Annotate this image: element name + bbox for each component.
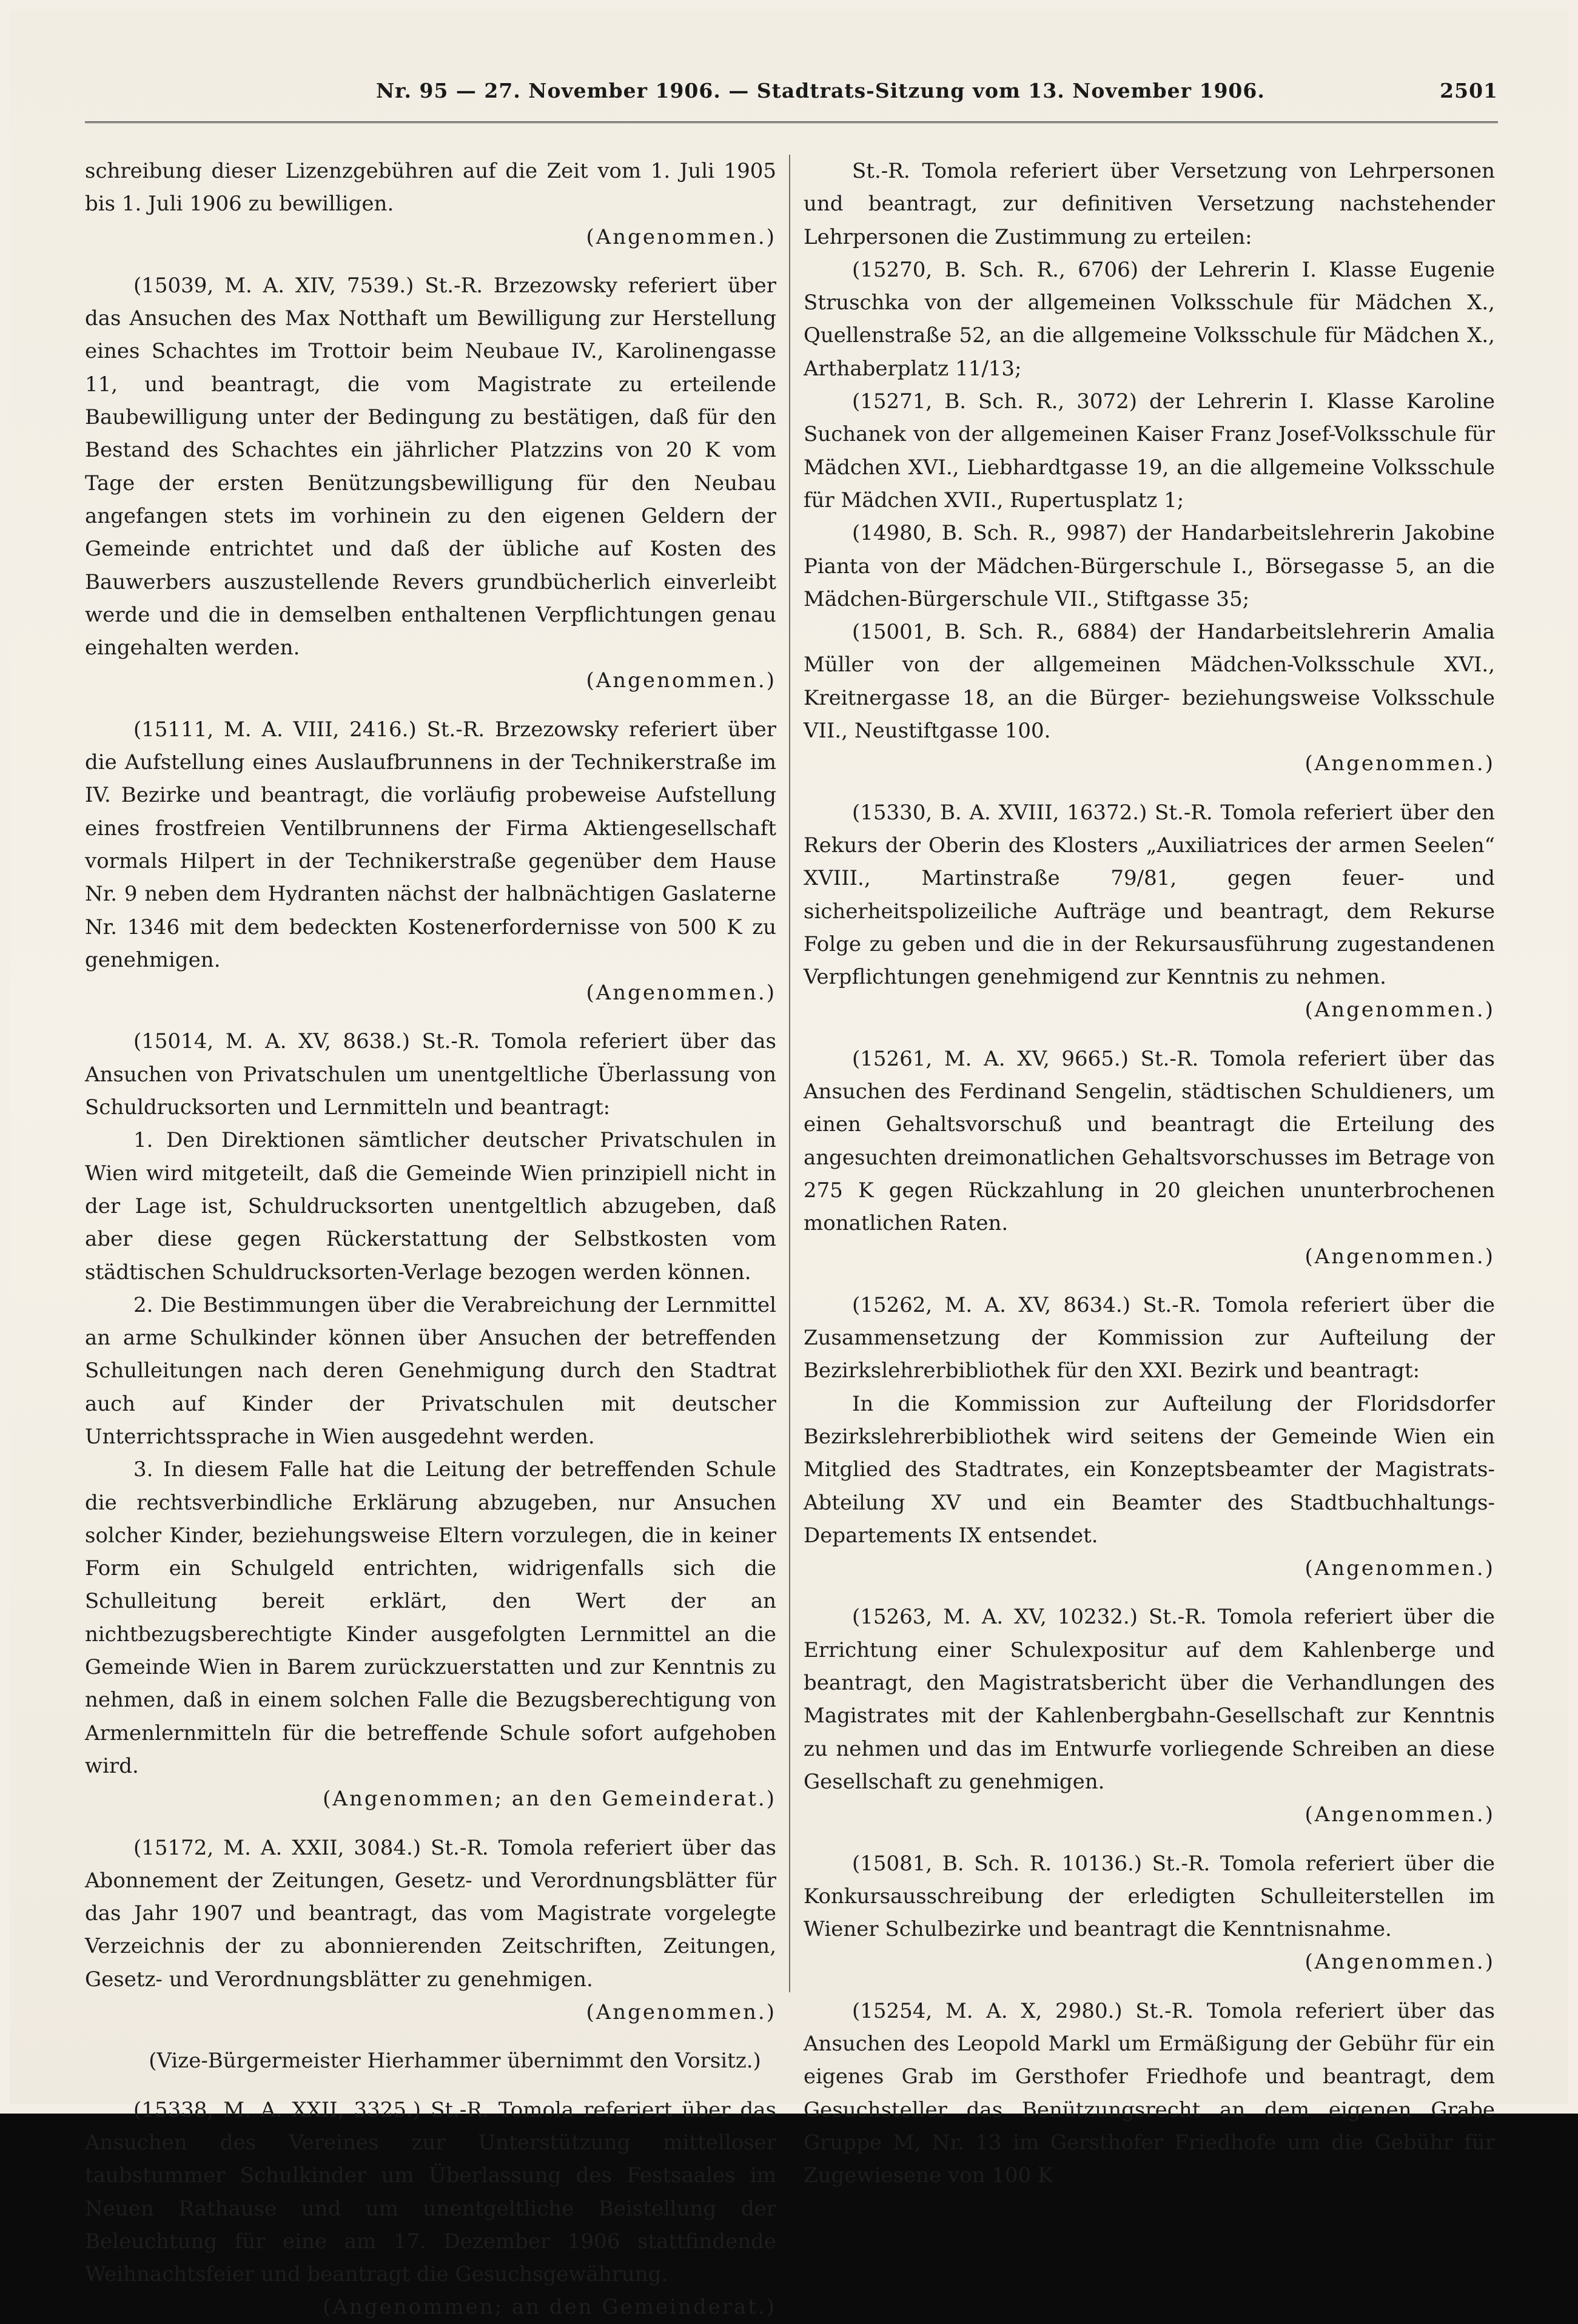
page-number: 2501 [1440,79,1498,102]
list-item: 2. Die Bestimmungen über die Verabreichung der Lernmittel an arme Schulkinder können über Ansuchen der betreffenden Schulleitungen nach deren Genehmigung durch den Stadtrat auch auf Kinder der Privatschulen mit deutscher Unterrichtssprache in Wien ausgedehnt werden. [85,1292,776,1449]
resolution-note: (Angenommen.) [586,981,776,1006]
resolution-note: (Angenommen.) [1304,1244,1495,1269]
resolution-note: (Angenommen.) [1304,751,1495,776]
list-item: (15001, B. Sch. R., 6884) der Handarbeitslehrerin Amalia Müller von der allgemeinen Mädchen-Volksschule XVI., Kreitnergasse 18, an die Bürger- beziehungsweise Volksschule VII., Neustiftgasse 100. [804,620,1495,744]
agenda-paragraph: (15262, M. A. XV, 8634.) St.-R. Tomola referiert über die Zusammensetzung der Kommission zur Aufteilung der Bezirkslehrerbibliothek für den XXI. Bezirk und beantragt: [804,1292,1495,1383]
agenda-paragraph: (15172, M. A. XXII, 3084.) St.-R. Tomola referiert über das Abonnement der Zeitungen, Gesetz- und Verordnungsblätter für das Jahr 1907 und beantragt, das vom Magistrate vorgelegte Verzeichnis der zu abonnierenden Zeitschriften, Zeitungen, Gesetz- und Verordnungsblätter zu genehmigen. [85,1835,776,1992]
resolution-note: (Angenommen.) [586,224,776,249]
agenda-paragraph: (15261, M. A. XV, 9665.) St.-R. Tomola referiert über das Ansuchen des Ferdinand Sengelin, städtischen Schuldieners, um einen Gehaltsvorschuß und beantragt die Erteilung des angesuchten dreimonatlichen Gehaltsvorschusses im Betrage von 275 K gegen Rückzahlung in 20 gleichen ununterbrochenen monatlichen Raten. [804,1046,1495,1236]
list-item: (14980, B. Sch. R., 9987) der Handarbeitslehrerin Jakobine Pianta von der Mädchen-Bürgerschule I., Börsegasse 5, an die Mädchen-Bürgerschule VII., Stiftgasse 35; [804,521,1495,611]
list-item: 3. In diesem Falle hat die Leitung der betreffenden Schule die rechtsverbindliche Erklärung abzugeben, nur Ansuchen solcher Kinder, beziehungsweise Eltern vorzulegen, die in keiner Form ein Schulgeld entrichten, widrigenfalls sich die Schulleitung bereit erklärt, den Wert der an nichtbezugsberechtigte Kinder ausgefolgten Lernmittel an die Gemeinde Wien in Barem zurückzuerstatten und zur Kenntnis zu nehmen, daß in einem solchen Falle die Bezugsberechtigung von Armenlernmitteln für die betreffende Schule sofort aufgehoben wird. [85,1457,776,1778]
resolution-note: (Angenommen.) [1304,998,1495,1023]
agenda-paragraph: (15039, M. A. XIV, 7539.) St.-R. Brzezowsky referiert über das Ansuchen des Max Notthaft um Bewilligung zur Herstellung eines Schachtes im Trottoir beim Neubaue IV., Karolinengasse 11, und beantragt, die vom Magistrate zu erteilende Baubewilligung unter der Bedingung zu bestätigen, daß für den Bestand des Schachtes ein jährlicher Platzzins von 20 K vom Tage der ersten Benützungsbewilligung für den Neubau angefangen stets im vorhinein zu den eigenen Geldern der Gemeinde entrichtet und daß der übliche auf Kosten des Bauwerbers auszustellende Revers grundbücherlich einverleibt werde und die in demselben enthaltenen Verpflichtungen genau eingehalten werden. [85,273,776,660]
resolution-note: (Angenommen.) [586,668,776,693]
list-item: In die Kommission zur Aufteilung der Floridsdorfer Bezirkslehrerbibliothek wird seitens der Gemeinde Wien ein Mitglied des Stadtrates, ein Konzeptsbeamter der Magistrats-Abteilung XV und ein Beamter des Stadtbuchhaltungs-Departements IX entsendet. [804,1391,1495,1548]
resolution-note: (Angenommen.) [586,2000,776,2025]
procedural-note: (Vize-Bürgermeister Hierhammer übernimmt den Vorsitz.) [149,2049,761,2074]
agenda-paragraph: (15081, B. Sch. R. 10136.) St.-R. Tomola referiert über die Konkursausschreibung der erledigten Schulleiterstellen im Wiener Schulbezirke und beantragt die Kenntnisnahme. [804,1851,1495,1942]
list-item: 1. Den Direktionen sämtlicher deutscher Privatschulen in Wien wird mitgeteilt, daß die Gemeinde Wien prinzipiell nicht in der Lage ist, Schuldrucksorten unentgeltlich abzugeben, daß aber diese gegen Rückerstattung der Selbstkosten vom städtischen Schuldrucksorten-Verlage bezogen werden können. [85,1128,776,1285]
agenda-paragraph: (15014, M. A. XV, 8638.) St.-R. Tomola referiert über das Ansuchen von Privatschulen um unentgeltliche Überlassung von Schuldrucksorten und Lernmitteln und beantragt: [85,1029,776,1120]
agenda-paragraph: (15254, M. A. X, 2980.) St.-R. Tomola referiert über das Ansuchen des Leopold Markl um Ermäßigung der Gebühr für ein eigenes Grab im Gersthofer Friedhofe und beantragt, dem Gesuchsteller das Benützungsrecht an dem eigenen Grabe Gruppe M, Nr. 13 im Gersthofer Friedhofe um die Gebühr für Zugewiesene von 100 K [804,1998,1495,2188]
resolution-note: (Angenommen; an den Gemeinderat.) [323,2295,776,2320]
agenda-paragraph: (15263, M. A. XV, 10232.) St.-R. Tomola referiert über die Errichtung einer Schulexpositur auf dem Kahlenberge und beantragt, den Magistratsbericht über die Verhandlungen des Magistrates mit der Kahlenbergbahn-Gesellschaft zur Kenntnis zu nehmen und das im Entwurfe vorliegende Schreiben an diese Gesellschaft zu genehmigen. [804,1605,1495,1794]
list-item: (15271, B. Sch. R., 3072) der Lehrerin I. Klasse Karoline Suchanek von der allgemeinen Kaiser Franz Josef-Volksschule für Mädchen XVI., Liebhardtgasse 19, an die allgemeine Volksschule für Mädchen XVII., Rupertusplatz 1; [804,389,1495,512]
left-column [85,155,776,2320]
agenda-paragraph: (15338, M. A. XXII, 3325.) St.-R. Tomola referiert über das Ansuchen des Vereines zur Unterstützung mittelloser taubstummer Schulkinder um Überlassung des Festsaales im Neuen Rathause und um unentgeltliche Beistellung der Beleuchtung für eine am 17. Dezember 1906 stattfindende Weihnachtsfeier und beantragt die Gesuchsgewährung. [85,2097,776,2287]
list-item: (15270, B. Sch. R., 6706) der Lehrerin I. Klasse Eugenie Struschka von der allgemeinen Volksschule für Mädchen X., Quellenstraße 52, an die allgemeine Volksschule für Mädchen X., Arthaberplatz 11/13; [804,257,1495,381]
right-column [804,155,1495,2188]
resolution-note: (Angenommen; an den Gemeinderat.) [323,1787,776,1812]
column-divider [789,155,790,1992]
page-header [85,79,1498,115]
paragraph-continuation: schreibung dieser Lizenzgebühren auf die Zeit vom 1. Juli 1905 bis 1. Juli 1906 zu bewilligen. [85,159,776,217]
running-head: Nr. 95 — 27. November 1906. — Stadtrats-Sitzung vom 13. November 1906. [376,79,1265,102]
resolution-note: (Angenommen.) [1304,1556,1495,1581]
resolution-note: (Angenommen.) [1304,1950,1495,1975]
agenda-paragraph: St.-R. Tomola referiert über Versetzung von Lehrpersonen und beantragt, zur definitiven Versetzung nachstehender Lehrpersonen die Zustimmung zu erteilen: [804,159,1495,249]
resolution-note: (Angenommen.) [1304,1802,1495,1827]
header-rule [85,121,1498,129]
agenda-paragraph: (15111, M. A. VIII, 2416.) St.-R. Brzezowsky referiert über die Aufstellung eines Auslaufbrunnens in der Technikerstraße im IV. Bezirke und beantragt, die vorläufig probeweise Aufstellung eines frostfreien Ventilbrunnens der Firma Aktiengesellschaft vormals Hilpert in der Technikerstraße gegenüber dem Hause Nr. 9 neben dem Hydranten nächst der halbnächtigen Gaslaterne Nr. 1346 mit dem bedeckten Kostenerfordernisse von 500 K zu genehmigen. [85,717,776,972]
agenda-paragraph: (15330, B. A. XVIII, 16372.) St.-R. Tomola referiert über den Rekurs der Oberin des Klosters „Auxiliatrices der armen Seelen“ XVIII., Martinstraße 79/81, gegen feuer- und sicherheitspolizeiliche Aufträge und beantragt, dem Rekurse Folge zu geben und die in der Rekursausführung zugestandenen Verpflichtungen genehmigend zur Kenntnis zu nehmen. [804,800,1495,990]
